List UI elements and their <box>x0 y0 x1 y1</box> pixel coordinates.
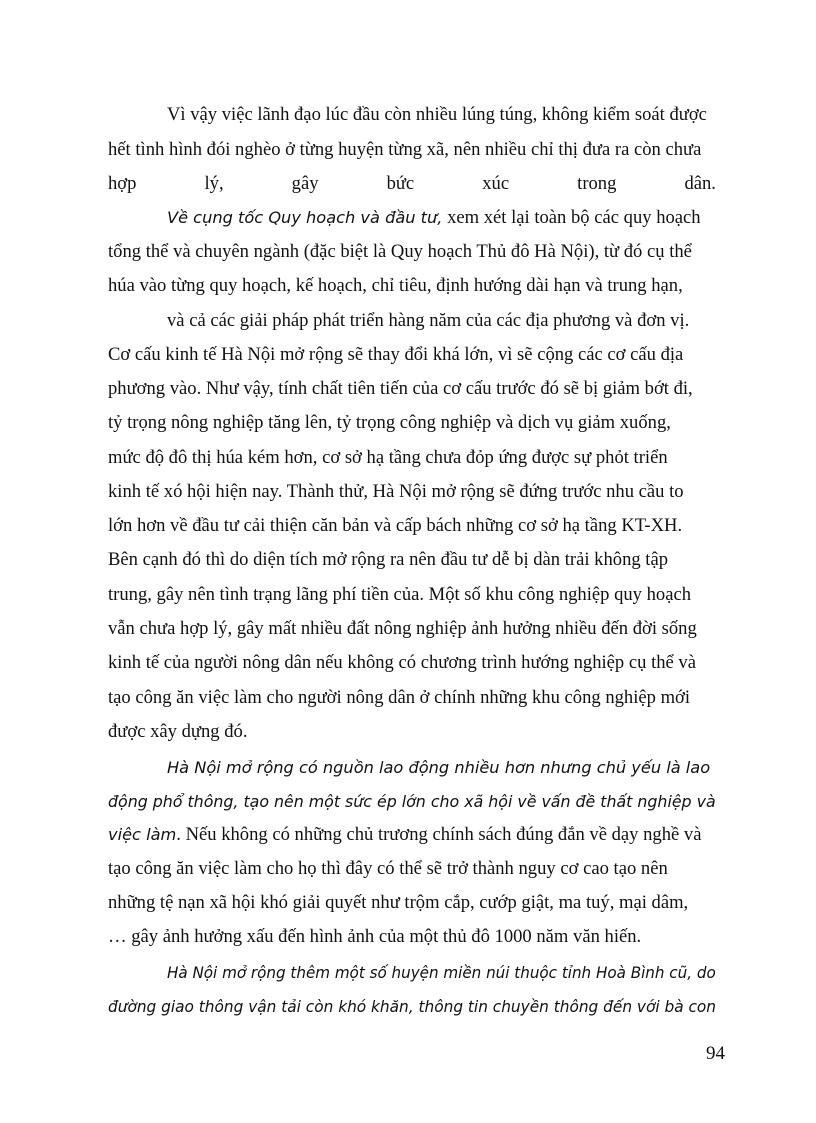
p1-line-1: Vì vậy việc lãnh đạo lúc đầu còn nhiều lúng túng, không kiểm soát được <box>167 104 707 125</box>
p3-line-2: Cơ cấu kinh tế Hà Nội mở rộng sẽ thay đổi khá lớn, vì sẽ cộng các cơ cấu địa <box>108 344 684 365</box>
word: dân. <box>684 173 716 194</box>
italic-lead: Về cụng tốc Quy hoạch và đầu tư, <box>167 208 443 227</box>
word: gây <box>291 173 319 194</box>
p4-line-6: … gây ảnh hưởng xấu đến hình ảnh của một thủ đô 1000 năm văn hiến. <box>108 926 642 947</box>
word: lý, <box>204 173 224 194</box>
word: xúc <box>482 173 510 194</box>
p3-line-3: phương vào. Như vậy, tính chất tiên tiến của cơ cấu trước đó sẽ bị giảm bớt đi, <box>108 378 693 399</box>
p2-line-3: húa vào từng quy hoạch, kế hoạch, chỉ tiêu, định hướng dài hạn và trung hạn, <box>108 275 683 296</box>
p3-line-9: trung, gây nên tình trạng lãng phí tiền của. Một số khu công nghiệp quy hoạch <box>108 584 692 605</box>
p3-line-8: Bên cạnh đó thì do diện tích mở rộng ra nên đầu tư dễ bị dàn trải không tập <box>108 549 669 570</box>
p3-line-11: kinh tế của người nông dân nếu không có chương trình hướng nghiệp cụ thể và <box>108 652 696 673</box>
p4-italic-term: việc làm <box>108 825 177 844</box>
p4-line-3 <box>108 823 701 847</box>
p3-line-6: kinh tế xó hội hiện nay. Thành thử, Hà Nội mở rộng sẽ đứng trước nhu cầu to <box>108 481 684 502</box>
p2-line-1 <box>167 206 701 230</box>
p4-line-5: những tệ nạn xã hội khó giải quyết như trộm cắp, cướp giật, ma tuý, mại dâm, <box>108 892 689 913</box>
word: bức <box>386 173 415 194</box>
p1-line-2: hết tình hình đói nghèo ở từng huyện từng xã, nên nhiều chỉ thị đưa ra còn chưa <box>108 139 702 160</box>
p3-line-7: lớn hơn về đầu tư cải thiện căn bản và cấp bách những cơ sở hạ tầng KT-XH. <box>108 515 683 536</box>
p5-line-2: đường giao thông vận tải còn khó khăn, thông tin chuyền thông đến với bà con <box>108 997 717 1016</box>
page-number: 94 <box>706 1043 725 1064</box>
p3-line-10: vẫn chưa hợp lý, gây mất nhiều đất nông nghiệp ảnh hưởng nhiều đến đời sống <box>108 618 697 639</box>
word: hợp <box>108 173 137 194</box>
p3-line-12: tạo công ăn việc làm cho người nông dân ở chính những khu công nghiệp mới <box>108 687 691 708</box>
p3-line-13: được xây dựng đó. <box>108 721 248 742</box>
p3-line-1: và cả các giải pháp phát triển hàng năm của các địa phương và đơn vị. <box>167 310 690 331</box>
p2-line-2: tổng thể và chuyên ngành (đặc biệt là Quy hoạch Thủ đô Hà Nội), từ đó cụ thể <box>108 241 692 262</box>
p4-line-2: động phổ thông, tạo nên một sức ép lớn cho xã hội về vấn đề thất nghiệp và <box>108 792 716 811</box>
p3-line-4: tỷ trọng nông nghiệp tăng lên, tỷ trọng công nghiệp và dịch vụ giảm xuống, <box>108 412 671 433</box>
p3-line-5: mức độ đô thị húa kém hơn, cơ sở hạ tầng chưa đỏp ứng được sự phỏt triển <box>108 447 668 468</box>
p4-line-3-rest: . Nếu không có những chủ trương chính sách đúng đắn về dạy nghề và <box>176 824 702 845</box>
p2-line-1-rest: xem xét lại toàn bộ các quy hoạch <box>442 207 701 228</box>
p4-line-1: Hà Nội mở rộng có nguồn lao động nhiều hơn nhưng chủ yếu là lao <box>167 758 711 777</box>
word: trong <box>577 173 617 194</box>
p1-line-3 <box>108 172 716 196</box>
p4-line-4: tạo công ăn việc làm cho họ thì đây có thể sẽ trở thành nguy cơ cao tạo nên <box>108 858 668 879</box>
p5-line-1: Hà Nội mở rộng thêm một số huyện miền núi thuộc tỉnh Hoà Bình cũ, do <box>167 963 716 982</box>
